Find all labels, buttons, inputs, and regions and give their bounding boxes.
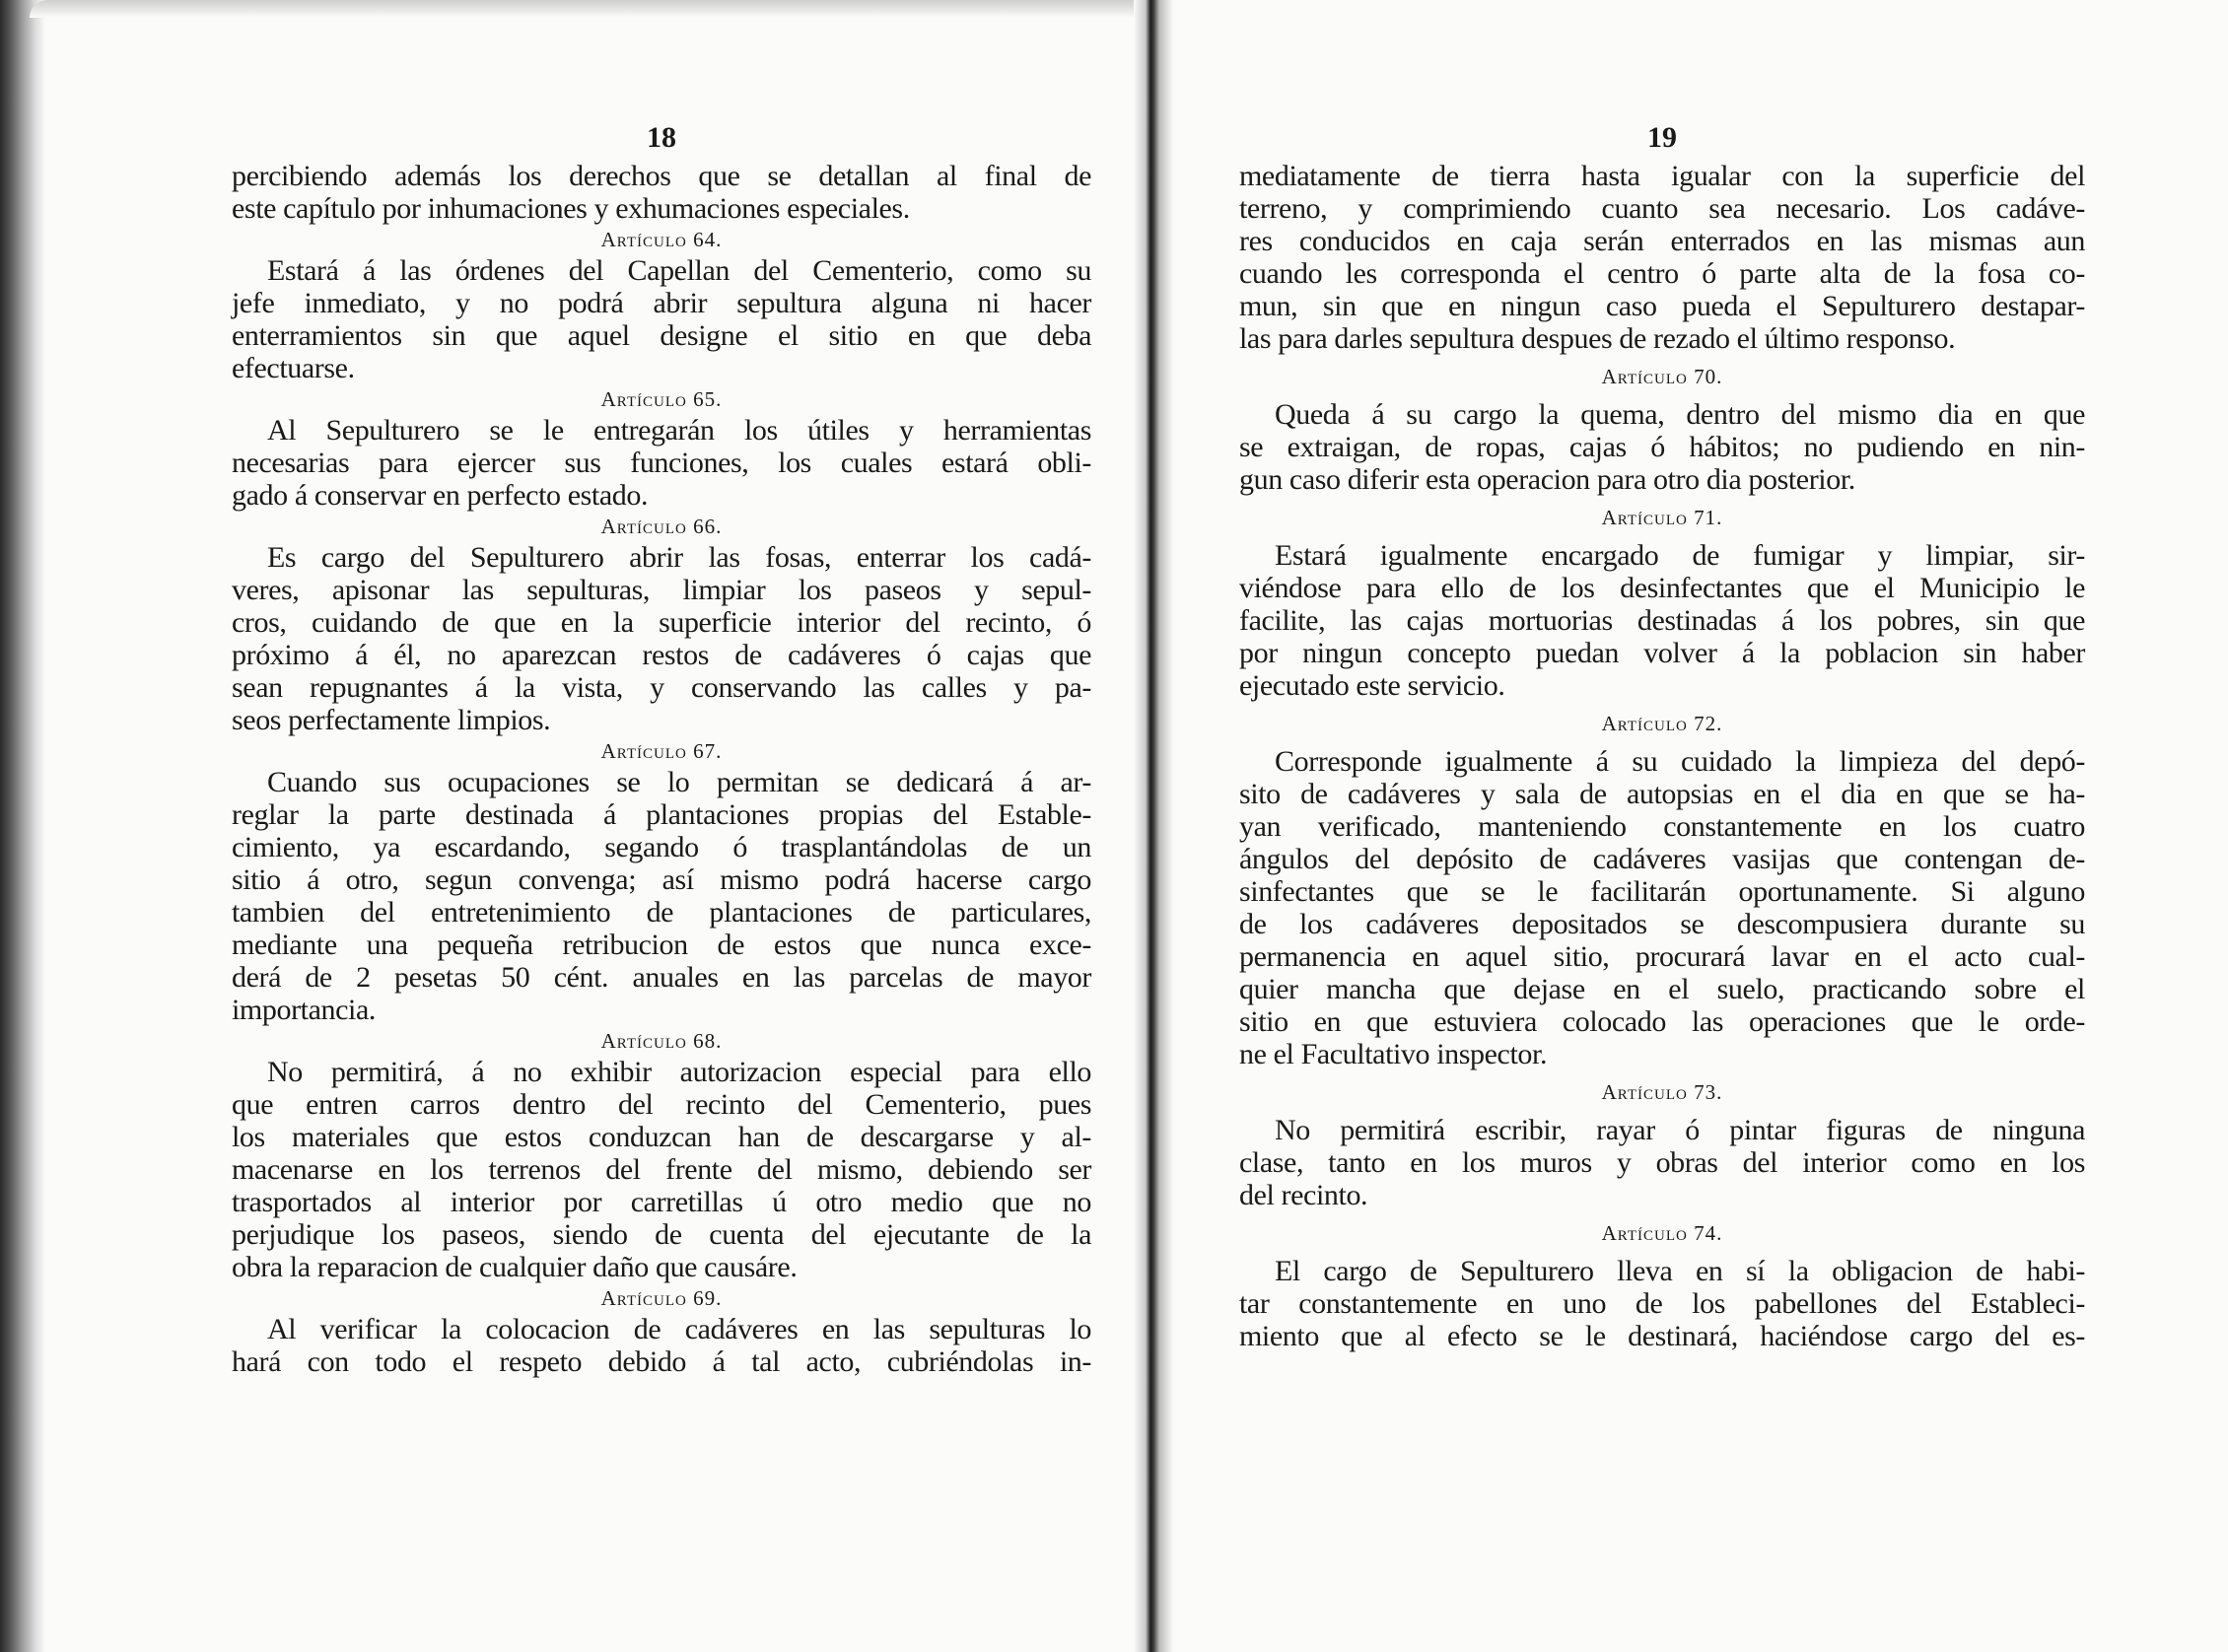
text-line: tar constantemente en uno de los pabellones del Estableci-	[1239, 1287, 2085, 1320]
article-heading: Artículo 72.	[1601, 712, 1723, 735]
text-line: necesarias para ejercer sus funciones, los cuales estará obli-	[232, 447, 1091, 479]
text-line: terreno, y comprimiendo cuanto sea necesario. Los cadáve-	[1239, 192, 2085, 225]
text-line: obra la reparacion de cualquier daño que causáre.	[232, 1251, 798, 1283]
text-line: sitio en que estuviera colocado las operaciones que le orde-	[1239, 1005, 2085, 1038]
page-body	[1239, 160, 2085, 1352]
article-heading: Artículo 64.	[600, 228, 723, 251]
page-number: 19	[1647, 121, 1677, 154]
text-line: gun caso diferir esta operacion para otro dia posterior.	[1239, 463, 1855, 496]
article-heading: Artículo 67.	[600, 739, 723, 763]
text-line: mediante una pequeña retribucion de estos que nunca exce-	[232, 929, 1091, 961]
text-line: próximo á él, no aparezcan restos de cadáveres ó cajas que	[232, 639, 1091, 671]
text-line: percibiendo además los derechos que se detallan al final de	[232, 160, 1091, 192]
paragraph	[232, 541, 1091, 736]
text-line: efectuarse.	[232, 352, 355, 384]
article-heading: Artículo 71.	[1601, 506, 1723, 529]
paragraph	[232, 1313, 1091, 1378]
text-line: importancia.	[232, 994, 376, 1026]
text-line: ángulos del depósito de cadáveres vasijas que contengan de-	[1239, 843, 2085, 875]
text-line: reglar la parte destinada á plantaciones propias del Estable-	[232, 798, 1091, 831]
text-line: los materiales que estos conduzcan han de descargarse y al-	[232, 1121, 1091, 1153]
text-line: cimiento, ya escardando, segando ó trasplantándolas de un	[232, 831, 1091, 863]
text-line: ne el Facultativo inspector.	[1239, 1038, 1548, 1070]
text-line: seos perfectamente limpios.	[232, 704, 551, 736]
article-heading: Artículo 70.	[1601, 365, 1723, 388]
text-line: enterramientos sin que aquel designe el sitio en que deba	[232, 319, 1091, 352]
paragraph	[232, 1056, 1091, 1283]
article-heading: Artículo 74.	[1601, 1221, 1723, 1245]
right-page	[1239, 116, 2085, 1352]
article-heading: Artículo 68.	[600, 1029, 723, 1053]
article-heading: Artículo 69.	[600, 1286, 723, 1310]
text-line: sinfectantes que se le facilitarán oportunamente. Si alguno	[1239, 875, 2085, 908]
page-number: 18	[647, 121, 676, 154]
paragraph	[1239, 1255, 2085, 1352]
text-line: trasportados al interior por carretillas ú otro medio que no	[232, 1186, 1091, 1218]
text-line: yan verificado, manteniendo constantemente en los cuatro	[1239, 810, 2085, 843]
text-line: se extraigan, de ropas, cajas ó hábitos; no pudiendo en nin-	[1239, 431, 2085, 463]
text-line: clase, tanto en los muros y obras del interior como en los	[1239, 1146, 2085, 1179]
text-line: cuando les corresponda el centro ó parte alta de la fosa co-	[1239, 257, 2085, 290]
text-line: perjudique los paseos, siendo de cuenta del ejecutante de la	[232, 1218, 1091, 1251]
text-line: facilite, las cajas mortuorias destinadas á los pobres, sin que	[1239, 604, 2085, 637]
text-line: veres, apisonar las sepulturas, limpiar los paseos y sepul-	[232, 574, 1091, 606]
text-line: permanencia en aquel sitio, procurará lavar en el acto cual-	[1239, 940, 2085, 973]
text-line: Queda á su cargo la quema, dentro del mismo dia en que	[1275, 398, 2085, 431]
text-line: Estará á las órdenes del Capellan del Cementerio, como su	[267, 254, 1091, 287]
paragraph	[232, 160, 1091, 225]
paragraph	[1239, 745, 2085, 1070]
paragraph	[232, 414, 1091, 512]
book-gutter	[1134, 0, 1173, 1652]
text-line: sean repugnantes á la vista, y conservando las calles y pa-	[232, 671, 1091, 704]
text-line: Es cargo del Sepulturero abrir las fosas, enterrar los cadá-	[267, 541, 1091, 574]
text-line: viéndose para ello de los desinfectantes que el Municipio le	[1239, 572, 2085, 604]
text-line: del recinto.	[1239, 1179, 1368, 1211]
text-line: este capítulo por inhumaciones y exhumaciones especiales.	[232, 192, 910, 225]
text-line: que entren carros dentro del recinto del Cementerio, pues	[232, 1088, 1091, 1121]
text-line: derá de 2 pesetas 50 cént. anuales en las parcelas de mayor	[232, 961, 1091, 994]
page-top-shadow	[30, 0, 1153, 18]
text-line: mediatamente de tierra hasta igualar con la superficie del	[1239, 160, 2085, 192]
text-line: sitio á otro, segun convenga; así mismo podrá hacerse cargo	[232, 863, 1091, 896]
text-line: El cargo de Sepulturero lleva en sí la obligacion de habi-	[1275, 1255, 2085, 1287]
article-heading: Artículo 66.	[600, 515, 723, 538]
text-line: tambien del entretenimiento de plantaciones de particulares,	[232, 896, 1091, 929]
text-line: sito de cadáveres y sala de autopsias en el dia en que se ha-	[1239, 778, 2085, 810]
paragraph	[232, 766, 1091, 1026]
text-line: No permitirá, á no exhibir autorizacion especial para ello	[267, 1056, 1091, 1088]
text-line: Cuando sus ocupaciones se lo permitan se dedicará á ar-	[267, 766, 1091, 798]
text-line: las para darles sepultura despues de rezado el último responso.	[1239, 322, 1956, 355]
text-line: quier mancha que dejase en el suelo, practicando sobre el	[1239, 973, 2085, 1005]
text-line: res conducidos en caja serán enterrados en las mismas aun	[1239, 225, 2085, 257]
text-line: No permitirá escribir, rayar ó pintar figuras de ninguna	[1275, 1114, 2085, 1146]
text-line: gado á conservar en perfecto estado.	[232, 479, 649, 512]
text-line: macenarse en los terrenos del frente del mismo, debiendo ser	[232, 1153, 1091, 1186]
text-line: jefe inmediato, y no podrá abrir sepultura alguna ni hacer	[232, 287, 1091, 319]
text-line: miento que al efecto se le destinará, haciéndose cargo del es-	[1239, 1320, 2085, 1352]
text-line: por ningun concepto puedan volver á la poblacion sin haber	[1239, 637, 2085, 669]
book-left-edge	[0, 0, 45, 1652]
paragraph	[1239, 160, 2085, 355]
text-line: Al verificar la colocacion de cadáveres en las sepulturas lo	[267, 1313, 1091, 1345]
text-line: de los cadáveres depositados se descompusiera durante su	[1239, 908, 2085, 940]
left-page	[232, 116, 1091, 1378]
paragraph	[1239, 539, 2085, 702]
text-line: ejecutado este servicio.	[1239, 669, 1505, 702]
text-line: Al Sepulturero se le entregarán los útiles y herramientas	[267, 414, 1091, 447]
paragraph	[1239, 1114, 2085, 1211]
text-line: hará con todo el respeto debido á tal acto, cubriéndolas in-	[232, 1345, 1091, 1378]
text-line: cros, cuidando de que en la superficie interior del recinto, ó	[232, 606, 1091, 639]
page-body	[232, 160, 1091, 1378]
text-line: Estará igualmente encargado de fumigar y limpiar, sir-	[1275, 539, 2085, 572]
text-line: Corresponde igualmente á su cuidado la limpieza del depó-	[1275, 745, 2085, 778]
article-heading: Artículo 65.	[600, 387, 723, 411]
paragraph	[1239, 398, 2085, 496]
paragraph	[232, 254, 1091, 384]
article-heading: Artículo 73.	[1601, 1080, 1723, 1104]
text-line: mun, sin que en ningun caso pueda el Sepulturero destapar-	[1239, 290, 2085, 322]
